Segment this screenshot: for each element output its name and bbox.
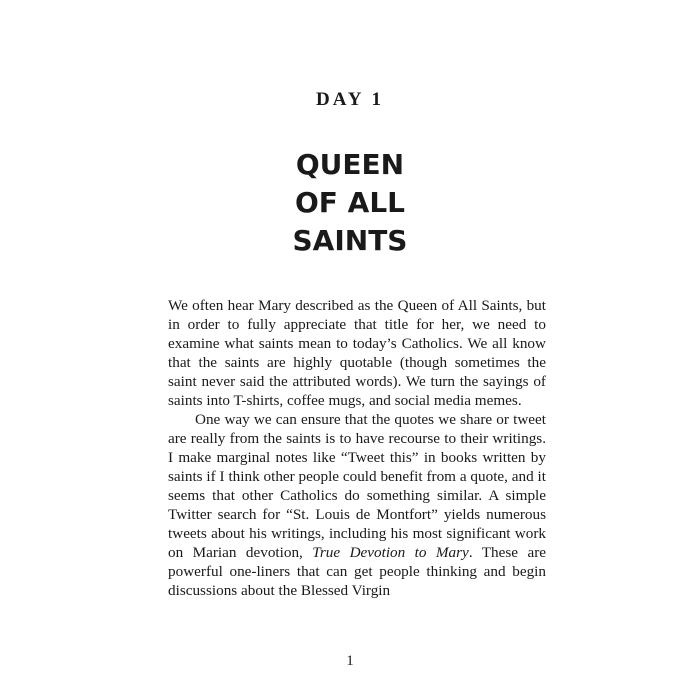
body-paragraph-2 [168,410,546,600]
page-number: 1 [346,653,354,669]
chapter-body [168,296,546,600]
body-paragraph-2-text-b: . These are powerful one-liners that can get people thinking and begin discussions about the Blessed Virgin [168,544,546,599]
chapter-day-label: DAY 1 [316,89,384,110]
chapter-title [0,146,700,260]
chapter-title-line-1: QUEEN [295,148,405,181]
chapter-title-line-2: OF ALL [294,186,406,219]
body-paragraph-2-text-a: One way we can ensure that the quotes we share or tweet are really from the saints is to have recourse to their writings. I make marginal notes like “Tweet this” in books written by saints if I think other people could benefit from a quote, and it seems that other Catholics do something similar. A simple Twitter search for “St. Louis de Montfort” yields numerous tweets about his writings, including his most significant work on Marian devotion, [168,411,546,561]
body-paragraph-1: We often hear Mary described as the Queen of All Saints, but in order to fully appreciate that title for her, we need to examine what saints mean to today’s Catholics. We all know that the saints are highly quotable (though sometimes the saint never said the attributed words). We turn the sayings of saints into T-shirts, coffee mugs, and social media memes. [168,297,546,409]
chapter-title-line-3: SAINTS [292,224,408,257]
book-title-italic: True Devotion to Mary [312,544,469,561]
